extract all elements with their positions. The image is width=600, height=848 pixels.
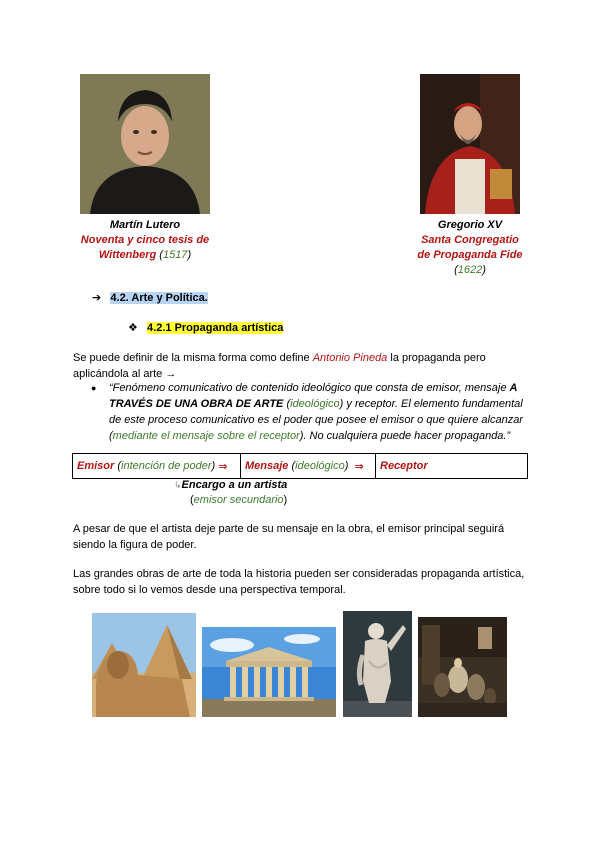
luther-year: 1517 xyxy=(162,249,188,261)
luther-caption xyxy=(60,218,230,263)
quote-bold: A TRAVÉS DE UNA OBRA DE ARTE xyxy=(109,382,518,410)
luther-work-line2-row: Wittenberg (1517) xyxy=(98,249,192,261)
section-title: 4.2. Arte y Política. xyxy=(110,292,208,304)
sphinx-pyramids-image xyxy=(92,613,196,717)
quote-part-1: “Fenómeno comunicativo de contenido ideológico que consta de emisor, mensaje xyxy=(109,382,510,394)
gregory-year: 1622 xyxy=(457,264,483,276)
para1-line1: A pesar de que el artista deje parte de su mensaje en la obra, el emisor principal seguirá xyxy=(73,523,505,535)
flow-emisor-note: intención de poder xyxy=(121,460,212,472)
flow-sub-item: ↳Encargo a un artista (emisor secundario) xyxy=(174,479,288,506)
luther-work-line2: Wittenberg xyxy=(98,249,157,261)
diamond-bullet-icon: ❖ xyxy=(128,322,138,334)
gregory-name: Gregorio XV xyxy=(437,219,503,231)
parthenon-image xyxy=(202,627,336,717)
intro-author: Antonio Pineda xyxy=(312,352,388,364)
luther-portrait xyxy=(80,74,210,214)
quote-part-4: ). No cualquiera puede hacer propaganda.” xyxy=(299,430,511,442)
quote-green-1: ideológico xyxy=(290,398,340,410)
quote-part-3: ) y receptor. El elemento fundamental de este proceso comunicativo es el poder que posee el emisor o que quiere alcanzar ( xyxy=(109,398,523,442)
augustus-statue-image xyxy=(343,611,412,717)
flow-arrow-icon: ⇒ xyxy=(354,460,364,473)
flow-arrow-icon: ⇒ xyxy=(218,460,228,473)
intro-line2: aplicándola al arte → xyxy=(73,368,177,380)
para2-line1: Las grandes obras de arte de toda la historia pueden ser consideradas propaganda artística, xyxy=(73,568,525,580)
intro-after: la propaganda pero xyxy=(387,352,486,364)
quote-part-2: ( xyxy=(283,398,291,410)
subsection-title: 4.2.1 Propaganda artística xyxy=(147,322,284,334)
flow-emisor: Emisor xyxy=(77,460,115,472)
flow-mensaje-cell: Mensaje ( ideológico ) ⇒ xyxy=(241,454,376,478)
gregory-work-line1: Santa Congregatio xyxy=(421,234,519,246)
gregory-caption xyxy=(395,218,545,278)
arrow-bullet-icon: ➔ xyxy=(92,292,102,304)
para2-line2: sobre todo si lo vemos desde una perspectiva temporal. xyxy=(73,584,346,596)
flow-receptor: Receptor xyxy=(380,460,428,472)
flow-mensaje-note: ideológico xyxy=(295,460,345,472)
luther-name: Martín Lutero xyxy=(109,219,181,231)
gregory-work-line2: de Propaganda Fide xyxy=(417,249,523,261)
gregory-year-row: (1622) xyxy=(454,264,486,276)
luther-work-line1: Noventa y cinco tesis de xyxy=(80,234,210,246)
section-heading xyxy=(92,291,208,304)
quote-bullet-icon: ● xyxy=(91,383,97,393)
flow-sub-note: emisor secundario xyxy=(193,494,284,506)
pineda-quote xyxy=(109,380,529,444)
intro-before: Se puede definir de la misma forma como define xyxy=(73,352,313,364)
subsection-heading xyxy=(128,321,283,334)
communication-flow-table xyxy=(72,453,528,479)
paragraph-grandes-obras xyxy=(73,566,533,598)
flow-mensaje: Mensaje xyxy=(245,460,289,472)
intro-paragraph xyxy=(73,350,533,382)
para1-line2: siendo la figura de poder. xyxy=(73,539,197,551)
flow-emisor-cell: Emisor ( intención de poder ) ⇒ xyxy=(73,454,241,478)
flow-receptor-cell xyxy=(376,454,527,478)
quote-green-2: mediante el mensaje sobre el receptor xyxy=(112,430,300,442)
las-meninas-image xyxy=(418,617,507,717)
paragraph-emisor xyxy=(73,521,533,553)
flow-sub-title: Encargo a un artista xyxy=(181,479,288,491)
sub-arrow-icon: ↳ xyxy=(174,480,182,490)
gregory-portrait xyxy=(420,74,520,214)
